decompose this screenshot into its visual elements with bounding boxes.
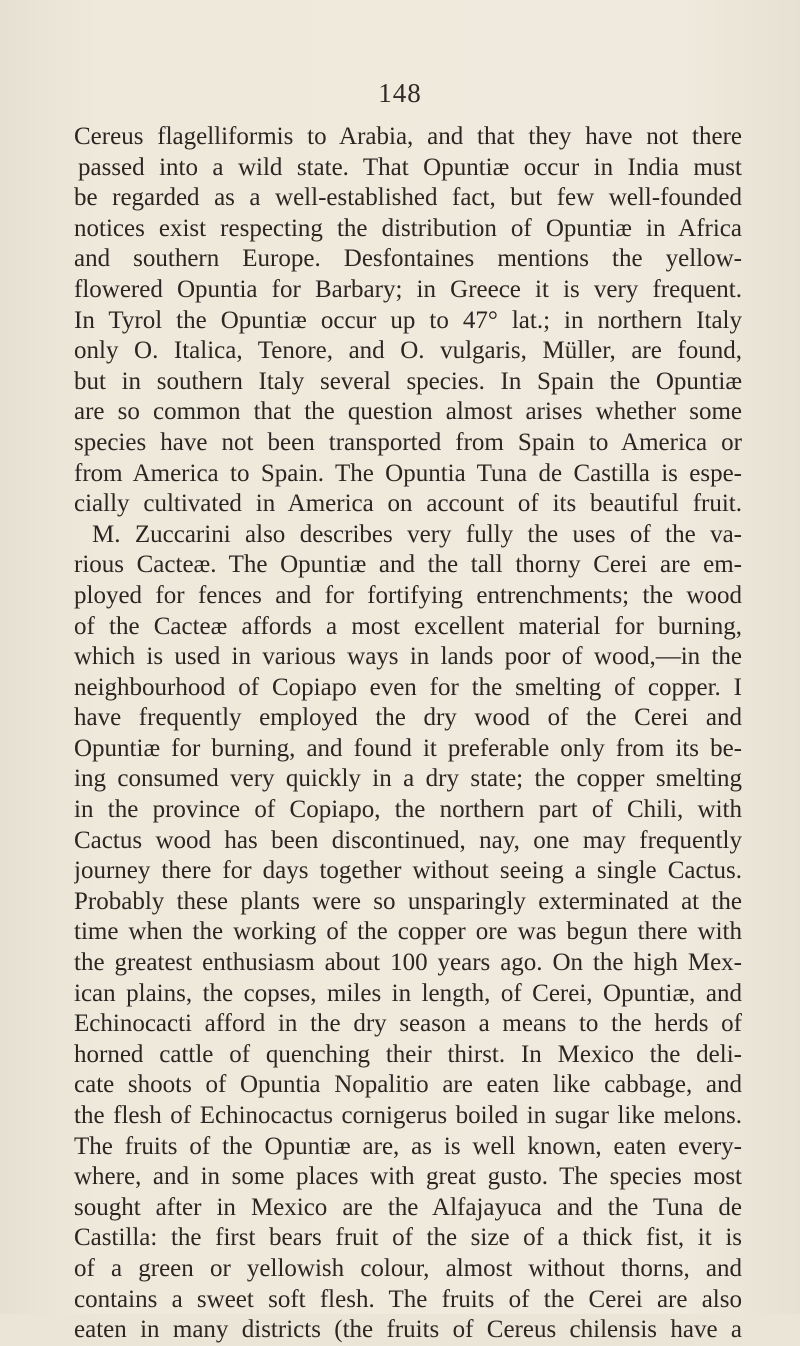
- text-line: Cactus wood has been discontinued, nay, one may frequently: [74, 826, 742, 854]
- text-line: flowered Opuntia for Barbary; in Greece it is very frequent.: [74, 275, 742, 303]
- text-line: of the Cacteæ affords a most excellent material for burning,: [74, 612, 742, 640]
- text-line: notices exist respecting the distribution of Opuntiæ in Africa: [74, 214, 742, 242]
- text-line: The fruits of the Opuntiæ are, as is well known, eaten every-: [74, 1132, 742, 1160]
- text-line: passed into a wild state. That Opuntiæ occur in India must: [78, 153, 742, 181]
- text-line: where, and in some places with great gusto. The species most: [74, 1163, 742, 1191]
- text-line: eaten in many districts (the fruits of Cereus chilensis have a: [74, 1316, 742, 1344]
- text-line: only O. Italica, Tenore, and O. vulgaris, Müller, are found,: [74, 337, 742, 365]
- text-line: but in southern Italy several species. In Spain the Opuntiæ: [74, 367, 742, 395]
- text-line: journey there for days together without seeing a single Cactus.: [74, 857, 742, 885]
- text-line: cially cultivated in America on account of its beautiful fruit.: [74, 490, 742, 518]
- text-line: sought after in Mexico are the Alfajayuca and the Tuna de: [74, 1193, 742, 1221]
- text-line: neighbourhood of Copiapo even for the smelting of copper. I: [74, 673, 742, 701]
- text-line: Castilla: the first bears fruit of the size of a thick fist, it is: [74, 1224, 742, 1252]
- page-number: 148: [378, 78, 422, 108]
- text-line: M. Zuccarini also describes very fully the uses of the va-: [92, 520, 742, 548]
- text-line: the greatest enthusiasm about 100 years ago. On the high Mex-: [74, 949, 742, 977]
- text-line: in the province of Copiapo, the northern part of Chili, with: [74, 796, 742, 824]
- text-line: are so common that the question almost arises whether some: [74, 398, 742, 426]
- text-line: rious Cacteæ. The Opuntiæ and the tall thorny Cerei are em-: [74, 551, 742, 579]
- text-line: ployed for fences and for fortifying entrenchments; the wood: [74, 581, 742, 609]
- text-line: the flesh of Echinocactus cornigerus boiled in sugar like melons.: [74, 1102, 742, 1129]
- text-line: ican plains, the copses, miles in length, of Cerei, Opuntiæ, and: [74, 979, 742, 1007]
- text-line: horned cattle of quenching their thirst. In Mexico the deli-: [74, 1040, 742, 1068]
- text-line: Opuntiæ for burning, and found it preferable only from its be-: [74, 734, 742, 762]
- text-line: contains a sweet soft flesh. The fruits of the Cerei are also: [74, 1285, 742, 1313]
- text-line: ing consumed very quickly in a dry state; the copper smelting: [74, 765, 742, 793]
- body-text: [74, 122, 742, 1346]
- text-line: Echinocacti afford in the dry season a means to the herds of: [74, 1010, 742, 1038]
- text-line: Cereus flagelliformis to Arabia, and that they have not there: [74, 123, 742, 150]
- text-line: In Tyrol the Opuntiæ occur up to 47° lat.; in northern Italy: [74, 306, 742, 334]
- text-line: be regarded as a well-established fact, but few well-founded: [74, 184, 742, 212]
- text-line: cate shoots of Opuntia Nopalitio are eaten like cabbage, and: [74, 1071, 742, 1099]
- text-line: time when the working of the copper ore was begun there with: [74, 918, 742, 946]
- text-line: from America to Spain. The Opuntia Tuna de Castilla is espe-: [74, 459, 742, 487]
- text-line: have frequently employed the dry wood of the Cerei and: [74, 704, 742, 732]
- text-line: which is used in various ways in lands poor of wood,—in the: [74, 643, 742, 671]
- text-line: of a green or yellowish colour, almost without thorns, and: [74, 1254, 742, 1282]
- text-line: and southern Europe. Desfontaines mentions the yellow-: [74, 245, 742, 273]
- text-line: Probably these plants were so unsparingly exterminated at the: [74, 887, 742, 915]
- text-line: species have not been transported from Spain to America or: [74, 428, 742, 456]
